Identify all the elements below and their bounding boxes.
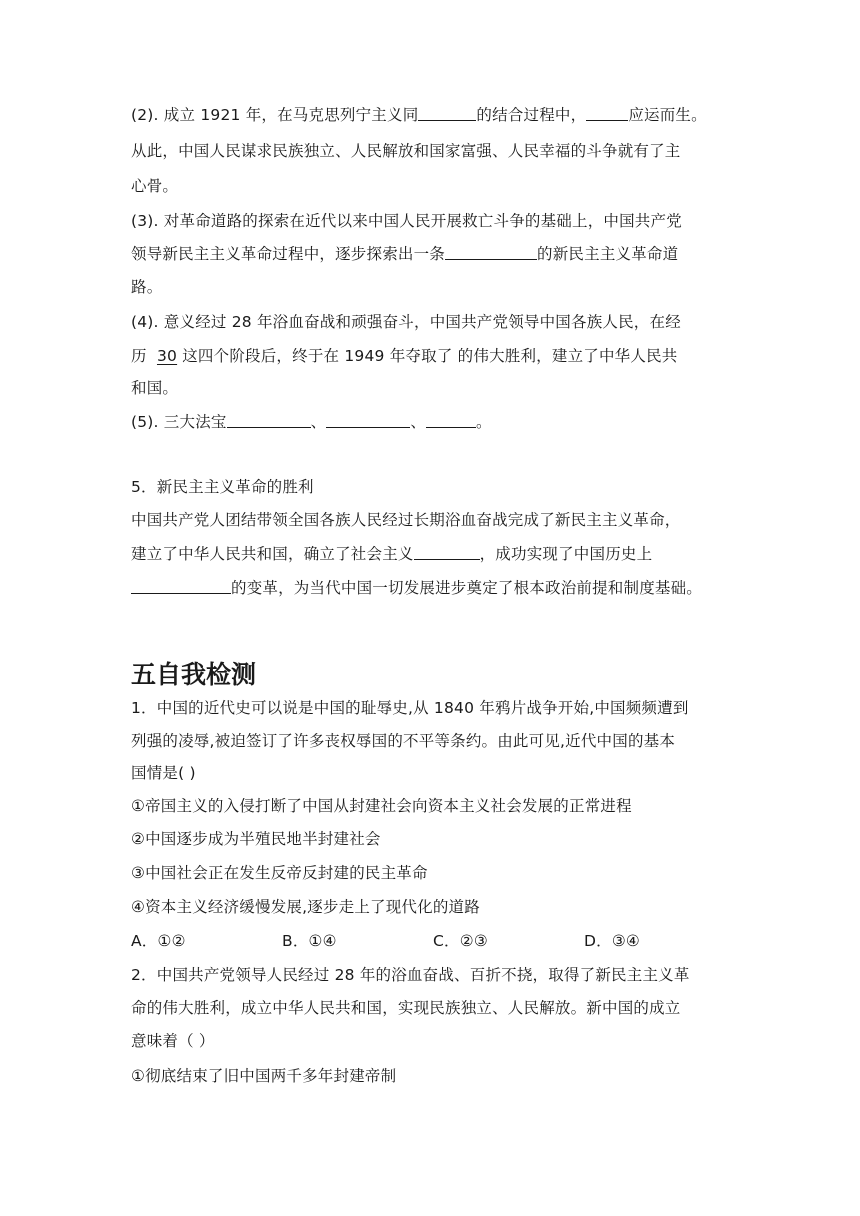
item-2-line-1	[131, 105, 707, 125]
answer-options	[131, 931, 640, 951]
fill-blank[interactable]	[586, 105, 628, 121]
item-3-line-1: (3). 对革命道路的探索在近代以来中国人民开展救亡斗争的基础上，中国共产党	[131, 212, 682, 230]
item-4-line-1: (4). 意义经过 28 年浴血奋战和顽强奋斗，中国共产党领导中国各族人民，在经	[131, 313, 681, 331]
item-3-line-2	[131, 244, 678, 264]
question-2-line-3: 意味着（ ）	[131, 1032, 215, 1050]
text: 历	[131, 347, 147, 365]
question-2-line-1: 2．中国共产党领导人民经过 28 年的浴血奋战、百折不挠，取得了新民主主义革	[131, 966, 690, 984]
section-5-line-2	[131, 544, 652, 564]
text: 的变革，为当代中国一切发展进步奠定了根本政治前提和制度基础。	[231, 579, 703, 597]
item-2-line-2: 从此，中国人民谋求民族独立、人民解放和国家富强、人民幸福的斗争就有了主	[131, 142, 681, 160]
statement-3: ③中国社会正在发生反帝反封建的民主革命	[131, 864, 428, 882]
item-5-line	[131, 412, 492, 432]
text: 领导新民主主义革命过程中，逐步探索出一条	[131, 245, 446, 263]
item-4-line-3: 和国。	[131, 379, 179, 397]
section-5-title: 5．新民主主义革命的胜利	[131, 478, 314, 496]
statement-4: ④资本主义经济缓慢发展,逐步走上了现代化的道路	[131, 898, 480, 916]
question-1-line-1: 1．中国的近代史可以说是中国的耻辱史,从 1840 年鸦片战争开始,中国频频遭到	[131, 699, 689, 717]
item-4-line-2	[131, 346, 677, 366]
option-b[interactable]: B．①④	[282, 932, 337, 950]
item-2-line-3: 心骨。	[131, 177, 179, 195]
fill-blank[interactable]	[227, 412, 311, 428]
fill-blank[interactable]	[418, 105, 476, 121]
text: 的结合过程中，	[476, 106, 587, 124]
section-heading: 五自我检测	[131, 660, 257, 689]
text: 、	[310, 413, 327, 431]
fill-blank[interactable]	[426, 412, 476, 428]
statement-2: ②中国逐步成为半殖民地半封建社会	[131, 830, 381, 848]
text: ，成功实现了中国历史上	[479, 545, 653, 563]
fill-blank[interactable]	[414, 544, 480, 560]
fill-blank[interactable]	[131, 578, 231, 594]
text: 。	[476, 413, 492, 431]
text: 、	[410, 413, 427, 431]
text: (2). 成立 1921 年，在马克思列宁主义同	[131, 106, 419, 124]
text: (5). 三大法宝	[131, 413, 227, 431]
item-3-line-3: 路。	[131, 278, 163, 296]
fill-blank[interactable]	[326, 412, 410, 428]
filled-answer: 30	[156, 347, 178, 365]
question-2-statement-1: ①彻底结束了旧中国两千多年封建帝制	[131, 1067, 397, 1085]
statement-1: ①帝国主义的入侵打断了中国从封建社会向资本主义社会发展的正常进程	[131, 797, 632, 815]
text: 建立了中华人民共和国，确立了社会主义	[131, 545, 414, 563]
section-5-line-3	[131, 578, 702, 598]
question-1-line-3: 国情是( )	[131, 764, 196, 782]
question-2-line-2: 命的伟大胜利，成立中华人民共和国，实现民族独立、人民解放。新中国的成立	[131, 999, 681, 1017]
option-c[interactable]: C．②③	[433, 932, 488, 950]
text: 的新民主主义革命道	[537, 245, 679, 263]
fill-blank[interactable]	[445, 244, 537, 260]
option-d[interactable]: D．③④	[584, 932, 641, 950]
option-a[interactable]: A．①②	[131, 932, 186, 950]
text: 这四个阶段后，终于在 1949 年夺取了 的伟大胜利，建立了中华人民共	[182, 347, 678, 365]
question-1-line-2: 列强的凌辱,被迫签订了许多丧权辱国的不平等条约。由此可见,近代中国的基本	[131, 732, 676, 750]
section-5-line-1: 中国共产党人团结带领全国各族人民经过长期浴血奋战完成了新民主主义革命，	[131, 511, 681, 529]
text: 应运而生。	[628, 106, 707, 124]
